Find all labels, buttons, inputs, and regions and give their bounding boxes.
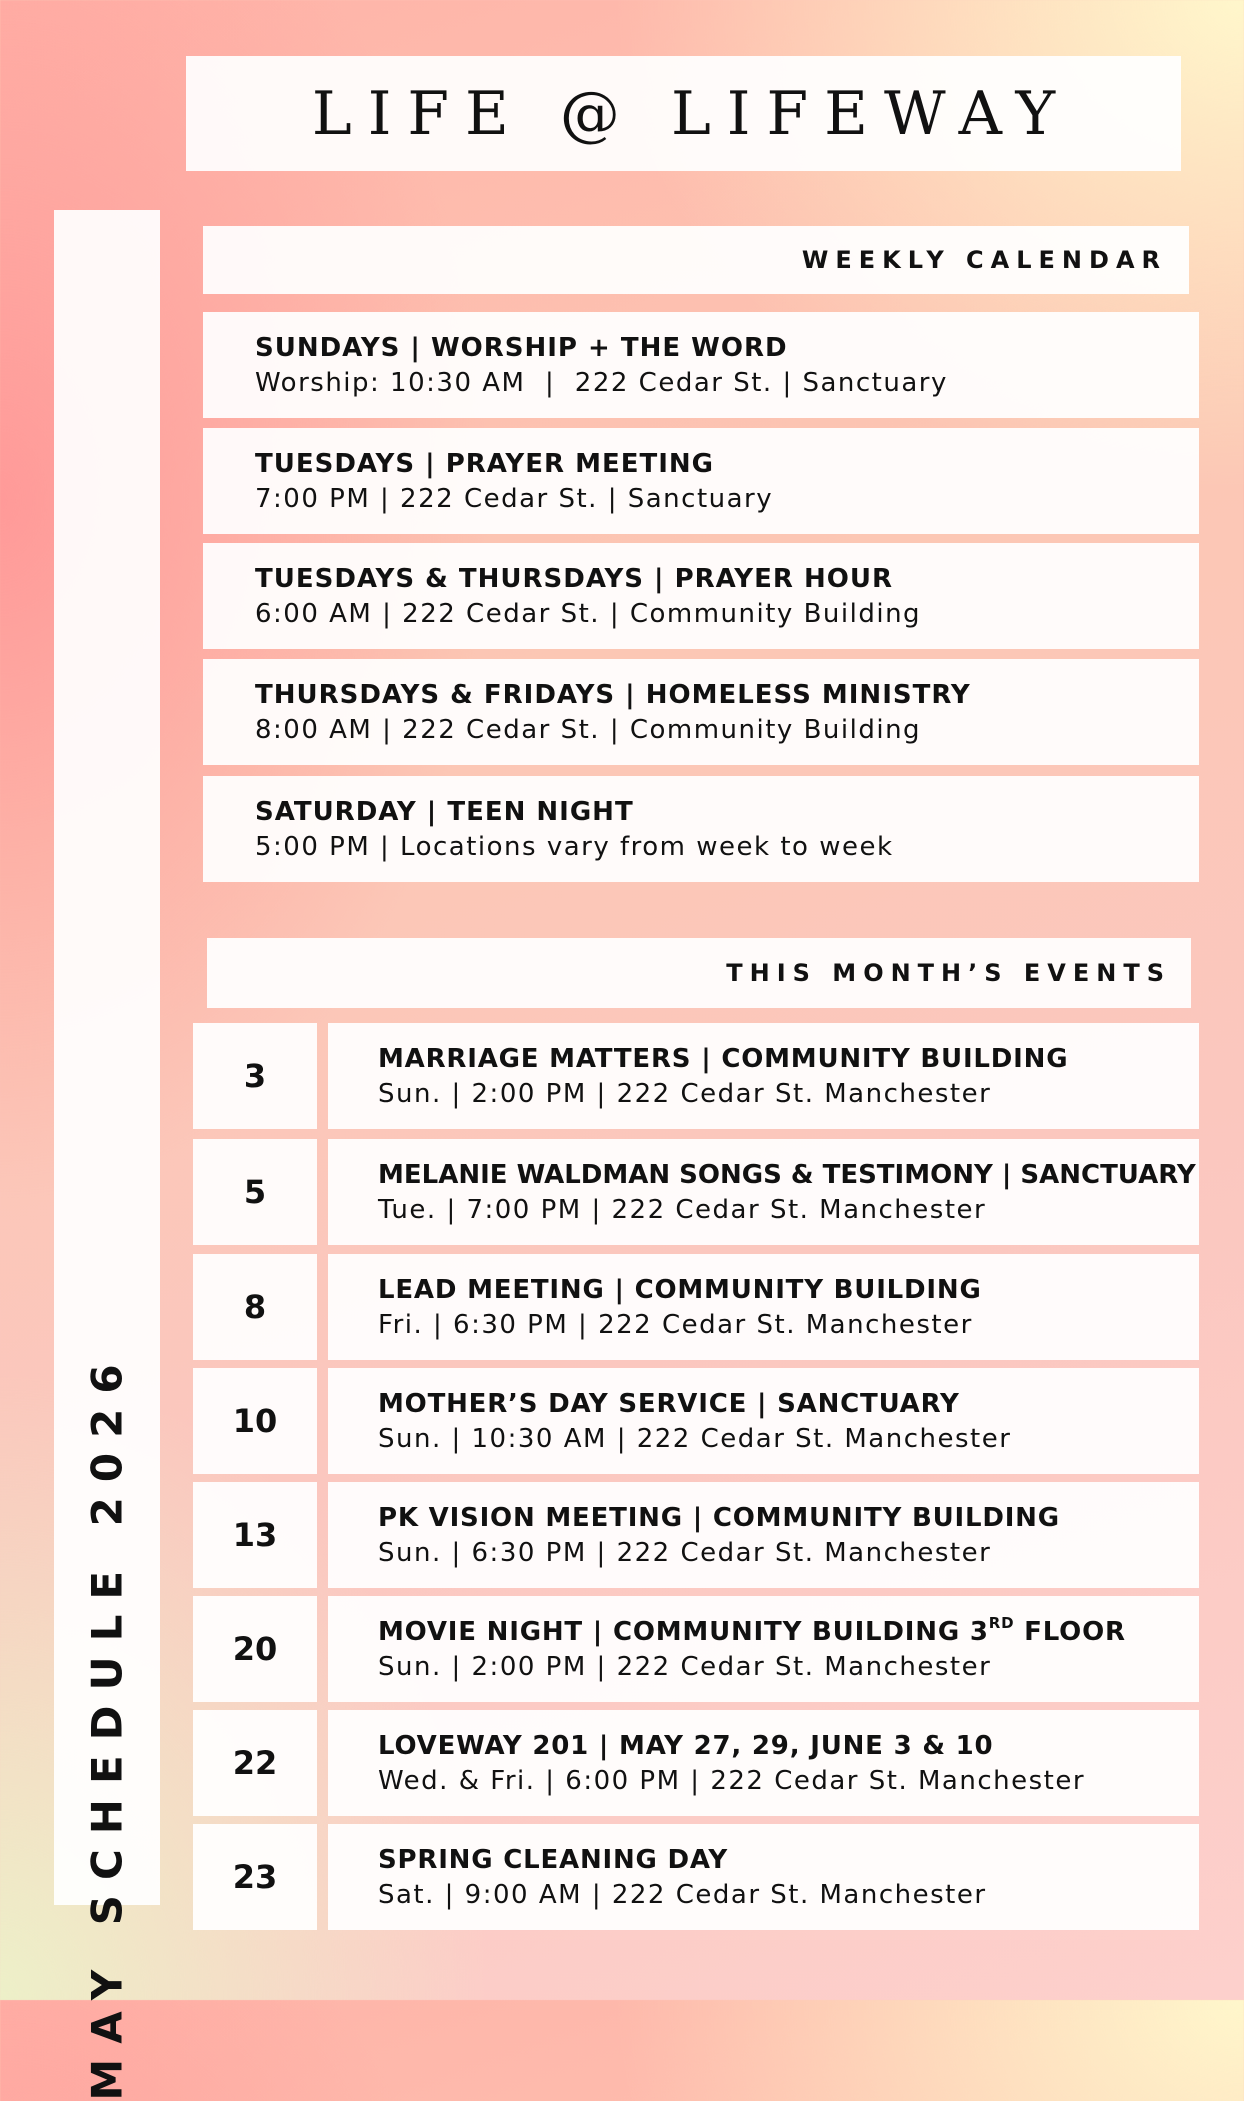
event-detail: Sat. | 9:00 AM | 222 Cedar St. Manchester — [378, 1879, 987, 1910]
event-title: MELANIE WALDMAN SONGS & TESTIMONY | SANCTUARY — [378, 1159, 1196, 1190]
event-item — [328, 1482, 1199, 1588]
title-banner — [186, 56, 1181, 171]
weekly-calendar-heading: WEEKLY CALENDAR — [801, 246, 1167, 274]
weekly-item-detail: 5:00 PM | Locations vary from week to week — [255, 831, 894, 862]
weekly-item-title: TUESDAYS | PRAYER MEETING — [255, 448, 714, 479]
weekly-item-title: SUNDAYS | WORSHIP + THE WORD — [255, 332, 788, 363]
event-item — [328, 1254, 1199, 1360]
page-title: LIFE @ LIFEWAY — [311, 78, 1072, 149]
weekly-item-detail-text: 10:30 AM | 222 Cedar St. | Sanctuary — [380, 367, 948, 398]
event-date: 22 — [193, 1710, 317, 1816]
event-title: MOTHER’S DAY SERVICE | SANCTUARY — [378, 1388, 960, 1419]
event-date: 23 — [193, 1824, 317, 1930]
event-title-superscript: RD — [988, 1613, 1015, 1632]
event-detail: Sun. | 10:30 AM | 222 Cedar St. Manchester — [378, 1423, 1012, 1454]
weekly-item-title: THURSDAYS & FRIDAYS | HOMELESS MINISTRY — [255, 679, 971, 710]
event-item — [328, 1139, 1199, 1245]
weekly-item-detail: 8:00 AM | 222 Cedar St. | Community Building — [255, 714, 922, 745]
event-title: SPRING CLEANING DAY — [378, 1844, 728, 1875]
monthly-events-header — [207, 938, 1191, 1008]
weekly-item-detail — [255, 368, 1199, 398]
event-detail: Tue. | 7:00 PM | 222 Cedar St. Manchester — [378, 1194, 987, 1225]
weekly-item-title: TUESDAYS & THURSDAYS | PRAYER HOUR — [255, 563, 893, 594]
event-item — [328, 1710, 1199, 1816]
weekly-item — [203, 776, 1199, 882]
weekly-item-title: SATURDAY | TEEN NIGHT — [255, 796, 634, 827]
event-item — [328, 1023, 1199, 1129]
event-title: LEAD MEETING | COMMUNITY BUILDING — [378, 1274, 982, 1305]
weekly-item-detail: 6:00 AM | 222 Cedar St. | Community Building — [255, 598, 922, 629]
weekly-item-detail: 7:00 PM | 222 Cedar St. | Sanctuary — [255, 483, 774, 514]
event-detail: Wed. & Fri. | 6:00 PM | 222 Cedar St. Manchester — [378, 1765, 1086, 1796]
event-item — [328, 1368, 1199, 1474]
weekly-item — [203, 543, 1199, 649]
event-detail: Fri. | 6:30 PM | 222 Cedar St. Manchester — [378, 1309, 973, 1340]
weekly-item — [203, 659, 1199, 765]
sidebar-label: MAY SCHEDULE 2026 — [82, 1349, 132, 2101]
event-title-suffix: FLOOR — [1014, 1616, 1126, 1647]
event-title: MARRIAGE MATTERS | COMMUNITY BUILDING — [378, 1043, 1069, 1074]
event-item — [328, 1596, 1199, 1702]
weekly-item — [203, 428, 1199, 534]
monthly-events-heading: THIS MONTH’S EVENTS — [726, 959, 1171, 987]
event-title: PK VISION MEETING | COMMUNITY BUILDING — [378, 1502, 1060, 1533]
event-item — [328, 1824, 1199, 1930]
event-date: 20 — [193, 1596, 317, 1702]
weekly-item — [203, 312, 1199, 418]
event-date: 10 — [193, 1368, 317, 1474]
event-date: 5 — [193, 1139, 317, 1245]
event-date: 8 — [193, 1254, 317, 1360]
event-date: 3 — [193, 1023, 317, 1129]
weekly-item-detail-label: Worship: — [255, 367, 381, 398]
event-title — [378, 1613, 1199, 1647]
weekly-calendar-header — [203, 226, 1189, 294]
event-detail: Sun. | 2:00 PM | 222 Cedar St. Manchester — [378, 1651, 992, 1682]
event-title: LOVEWAY 201 | MAY 27, 29, JUNE 3 & 10 — [378, 1730, 994, 1761]
event-detail: Sun. | 2:00 PM | 222 Cedar St. Manchester — [378, 1078, 992, 1109]
event-date: 13 — [193, 1482, 317, 1588]
event-detail: Sun. | 6:30 PM | 222 Cedar St. Manchester — [378, 1537, 992, 1568]
event-title-text: MOVIE NIGHT | COMMUNITY BUILDING 3 — [378, 1616, 989, 1647]
